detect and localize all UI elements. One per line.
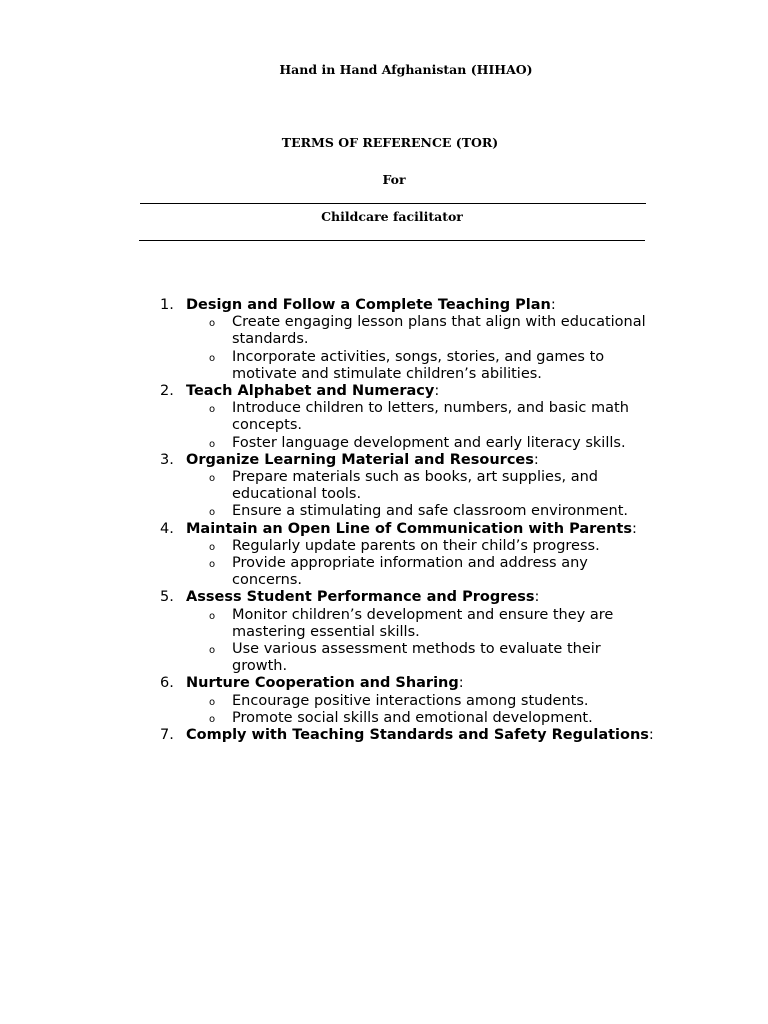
duty-title-colon: :	[533, 451, 539, 468]
duty-heading	[186, 589, 656, 606]
duty-subitem-text: Foster language development and early literacy skills.	[232, 434, 626, 451]
duty-subitem-text: Introduce children to letters, numbers, and basic math concepts.	[232, 400, 629, 434]
duty-item	[0, 521, 656, 590]
position-title: Childcare facilitator	[321, 209, 463, 224]
duty-title: Nurture Cooperation and Sharing	[186, 675, 459, 692]
duty-number: 4.	[160, 520, 174, 537]
circle-bullet-icon: o	[209, 404, 216, 416]
duty-number: 1.	[160, 297, 174, 313]
for-label: For	[382, 172, 406, 187]
circle-bullet-icon: o	[209, 696, 216, 708]
duty-title-colon: :	[458, 675, 464, 692]
duty-subitem	[186, 693, 652, 710]
duty-subitems	[186, 607, 656, 676]
duty-title: Maintain an Open Line of Communication with Parents	[186, 520, 632, 537]
duty-subitem-text: Encourage positive interactions among students.	[232, 692, 589, 709]
duty-subitem	[186, 435, 652, 452]
duty-subitems	[186, 693, 656, 727]
duty-title: Design and Follow a Complete Teaching Plan	[186, 297, 551, 313]
duty-subitem-text: Ensure a stimulating and safe classroom environment.	[232, 503, 629, 520]
duty-subitem	[186, 469, 652, 503]
circle-bullet-icon: o	[209, 352, 216, 364]
duty-number: 5.	[160, 589, 174, 606]
circle-bullet-icon: o	[209, 541, 216, 553]
circle-bullet-icon: o	[209, 438, 216, 450]
circle-bullet-icon: o	[209, 645, 216, 657]
duty-subitem-text: Monitor children’s development and ensure they are mastering essential skills.	[232, 606, 614, 640]
duty-heading	[186, 452, 656, 469]
duty-item	[0, 727, 656, 744]
duty-heading	[186, 383, 656, 400]
duty-number: 6.	[160, 675, 174, 692]
duties-list	[0, 297, 768, 744]
duty-subitem	[186, 710, 652, 727]
duty-subitems	[186, 469, 656, 521]
duty-subitem	[186, 538, 652, 555]
duty-title: Teach Alphabet and Numeracy	[186, 383, 435, 400]
duty-subitem	[186, 503, 652, 520]
duty-item	[0, 383, 656, 452]
duty-subitem	[186, 641, 652, 675]
duty-item	[0, 589, 656, 675]
duty-subitems	[186, 538, 656, 590]
duty-number: 3.	[160, 451, 174, 468]
duty-heading	[186, 297, 656, 314]
duty-title-colon: :	[534, 589, 540, 606]
circle-bullet-icon: o	[209, 713, 216, 725]
duty-heading	[186, 675, 656, 692]
circle-bullet-icon: o	[209, 473, 216, 485]
circle-bullet-icon: o	[209, 318, 216, 330]
duty-subitem	[186, 349, 652, 383]
duty-subitem-text: Provide appropriate information and address any concerns.	[232, 555, 588, 589]
circle-bullet-icon: o	[209, 610, 216, 622]
duty-subitem	[186, 314, 652, 348]
duty-title: Organize Learning Material and Resources	[186, 451, 534, 468]
duty-heading	[186, 521, 656, 538]
duty-heading	[186, 727, 656, 744]
duty-number: 7.	[160, 727, 174, 744]
duty-subitem-text: Prepare materials such as books, art supplies, and educational tools.	[232, 469, 599, 503]
circle-bullet-icon: o	[209, 559, 216, 571]
duty-item	[0, 675, 656, 727]
duty-title: Comply with Teaching Standards and Safety Regulations	[186, 727, 649, 744]
duty-title-colon: :	[550, 297, 556, 313]
duty-item	[0, 297, 656, 383]
duty-subitems	[186, 400, 656, 452]
organization-title: Hand in Hand Afghanistan (HIHAO)	[279, 62, 533, 77]
divider-bottom	[139, 240, 645, 241]
duty-title-colon: :	[434, 383, 440, 400]
duty-title-colon: :	[648, 727, 654, 744]
duty-subitem-text: Use various assessment methods to evaluate their growth.	[232, 641, 601, 675]
circle-bullet-icon: o	[209, 507, 216, 519]
duty-subitems	[186, 314, 656, 383]
duty-subitem-text: Promote social skills and emotional development.	[232, 709, 593, 726]
duty-subitem-text: Incorporate activities, songs, stories, and games to motivate and stimulate children’s abilities.	[232, 348, 605, 382]
divider-top	[140, 203, 646, 204]
duty-subitem-text: Regularly update parents on their child’s progress.	[232, 537, 600, 554]
duty-title-colon: :	[631, 520, 637, 537]
duty-item	[0, 452, 656, 521]
document-title: TERMS OF REFERENCE (TOR)	[281, 135, 499, 150]
duty-subitem-text: Create engaging lesson plans that align with educational standards.	[232, 314, 646, 348]
duty-title: Assess Student Performance and Progress	[186, 589, 535, 606]
duty-subitem	[186, 400, 652, 434]
duty-number: 2.	[160, 383, 174, 400]
duty-subitem	[186, 555, 652, 589]
duty-subitem	[186, 607, 652, 641]
